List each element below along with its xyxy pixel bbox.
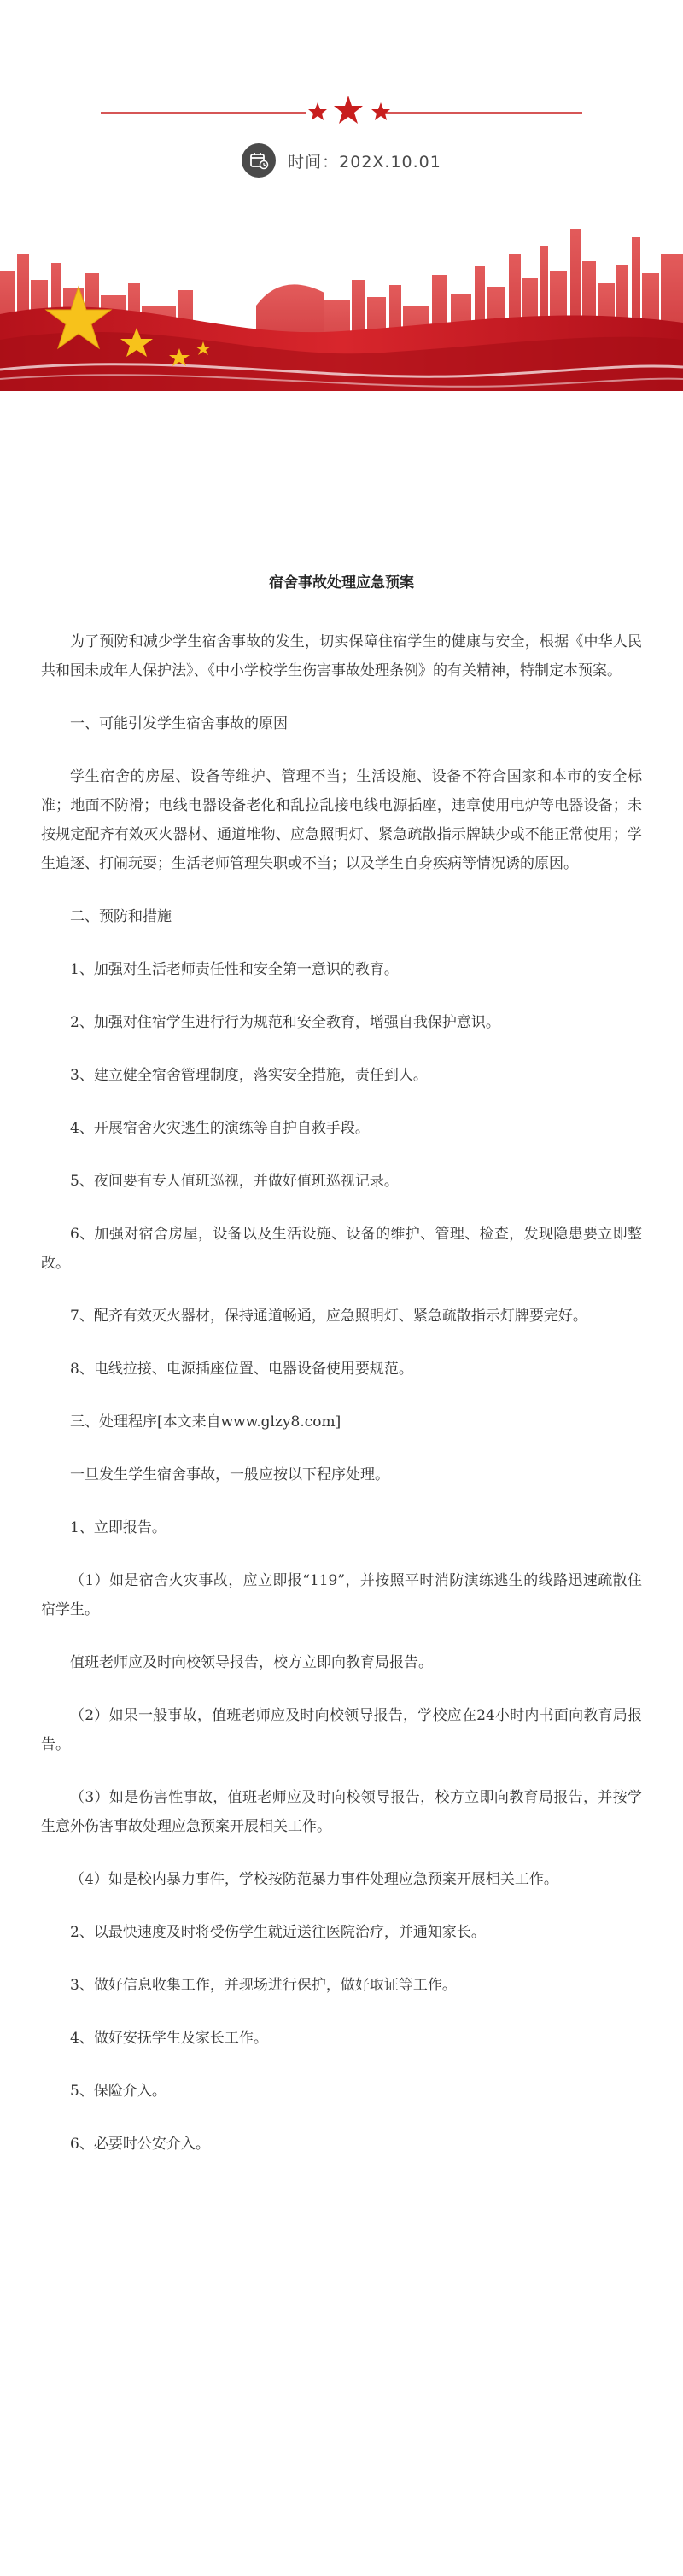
- list-item: 7、配齐有效灭火器材，保持通道畅通，应急照明灯、紧急疏散指示灯牌要完好。: [70, 1308, 587, 1325]
- city-skyline-banner: [0, 212, 683, 391]
- paragraph: （4）如是校内暴力事件，学校按防范暴力事件处理应急预案开展相关工作。: [70, 1871, 558, 1888]
- date-row: [0, 143, 683, 178]
- paragraph: 为了预防和减少学生宿舍事故的发生，切实保障住宿学生的健康与安全，根据《中华人民共和国未成年人保护法》、《中小学校学生伤害事故处理条例》的有关精神，特制定本预案。: [41, 633, 642, 679]
- paragraph: 学生宿舍的房屋、设备等维护、管理不当；生活设施、设备不符合国家和本市的安全标准；地面不防滑；电线电器设备老化和乱拉乱接电线电源插座，违章使用电炉等电器设备；未按规定配齐有效灭火器材、通道堆物、应急照明灯、紧急疏散指示牌缺少或不能正常使用；学生追逐、打闹玩耍；生活老师管理失职或不当；以及学生自身疾病等情况诱的原因。: [41, 768, 642, 872]
- list-item: 2、加强对住宿学生进行行为规范和安全教育，增强自我保护意识。: [70, 1014, 500, 1031]
- document-title: 宿舍事故处理应急预案: [269, 574, 414, 592]
- list-item: 2、以最快速度及时将受伤学生就近送往医院治疗，并通知家长。: [70, 1924, 486, 1941]
- star-icon: [371, 102, 390, 120]
- paragraph: 一旦发生学生宿舍事故，一般应按以下程序处理。: [70, 1466, 389, 1483]
- list-item: 8、电线拉接、电源插座位置、电器设备使用要规范。: [70, 1361, 413, 1378]
- document-body: [0, 570, 683, 2183]
- list-item: 4、开展宿舍火灾逃生的演练等自护自救手段。: [70, 1120, 370, 1137]
- list-item: 6、加强对宿舍房屋，设备以及生活设施、设备的维护、管理、检查，发现隐患要立即整改。: [41, 1226, 642, 1272]
- section-heading: 一、可能引发学生宿舍事故的原因: [70, 715, 288, 732]
- section-heading: 三、处理程序[本文来自www.glzy8.com]: [70, 1413, 342, 1431]
- paragraph: （1）如是宿舍火灾事故，应立即报“119”，并按照平时消防演练逃生的线路迅速疏散住宿学生。: [41, 1572, 642, 1618]
- list-item: 4、做好安抚学生及家长工作。: [70, 2030, 268, 2047]
- list-item: 5、保险介入。: [70, 2083, 166, 2100]
- calendar-icon: [242, 143, 276, 178]
- list-item: 5、夜间要有专人值班巡视，并做好值班巡视记录。: [70, 1173, 399, 1190]
- list-item: 6、必要时公安介入。: [70, 2136, 210, 2153]
- paragraph: （2）如果一般事故，值班老师应及时向校领导报告，学校应在24小时内书面向教育局报告。: [41, 1707, 642, 1753]
- star-icon: [308, 102, 327, 120]
- date-label: 时间：202X.10.01: [288, 152, 441, 172]
- list-item: 3、建立健全宿舍管理制度，落实安全措施，责任到人。: [70, 1067, 428, 1084]
- paragraph: （3）如是伤害性事故，值班老师应及时向校领导报告，校方立即向教育局报告，并按学生意外伤害事故处理应急预案开展相关工作。: [41, 1789, 642, 1835]
- list-item: 1、加强对生活老师责任性和安全第一意识的教育。: [70, 961, 399, 978]
- section-heading: 二、预防和措施: [70, 908, 172, 925]
- list-item: 3、做好信息收集工作，并现场进行保护，做好取证等工作。: [70, 1977, 457, 1994]
- paragraph: 值班老师应及时向校领导报告，校方立即向教育局报告。: [70, 1654, 433, 1671]
- star-icon: [334, 96, 363, 124]
- list-item: 1、立即报告。: [70, 1519, 166, 1536]
